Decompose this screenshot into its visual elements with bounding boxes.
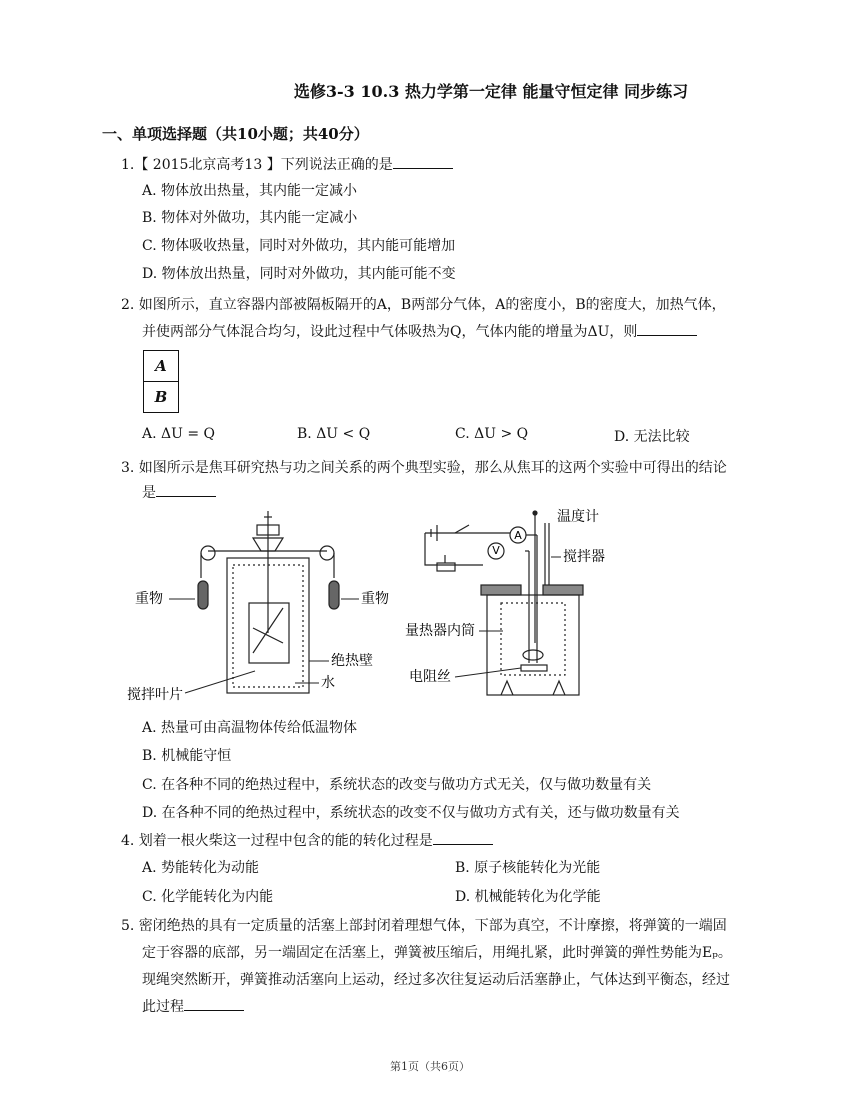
electric-heating-apparatus <box>425 511 583 695</box>
section-heading: 一、单项选择题（共10小题；共40分） <box>102 125 369 143</box>
box-b: B <box>143 381 179 413</box>
page-title: 选修3-3 10.3 热力学第一定律 能量守恒定律 同步练习 <box>293 82 689 101</box>
answer-blank[interactable] <box>637 323 697 336</box>
question-2-option-d[interactable]: D. 无法比较 <box>614 429 690 445</box>
question-5-line2: 定于容器的底部，另一端固定在活塞上，弹簧被压缩后，用绳扎紧，此时弹簧的弹性势能为Eₚ。 <box>142 945 732 961</box>
question-1-option-b[interactable]: B. 物体对外做功，其内能一定减小 <box>142 210 358 226</box>
weight-right-label: 重物 <box>361 591 389 607</box>
question-4-stem: 4. 划着一根火柴这一过程中包含的能的转化过程是 <box>121 830 493 850</box>
question-4-option-a[interactable]: A. 势能转化为动能 <box>142 860 260 876</box>
question-2-stem-line2: 并使两部分气体混合均匀，设此过程中气体吸热为Q，气体内能的增量为ΔU，则 <box>142 321 697 341</box>
question-2-option-a[interactable]: A. ΔU = Q <box>142 426 216 442</box>
question-3-option-c[interactable]: C. 在各种不同的绝热过程中，系统状态的改变与做功方式无关，仅与做功数量有关 <box>142 777 652 793</box>
question-2-option-c[interactable]: C. ΔU > Q <box>455 426 529 442</box>
question-3-stem-line1: 3. 如图所示是焦耳研究热与功之间关系的两个典型实验，那么从焦耳的这两个实验中可得出的结论 <box>121 460 727 476</box>
question-2-stem-line1: 2. 如图所示，直立容器内部被隔板隔开的A，B两部分气体，A的密度小，B的密度大，加热气体， <box>121 297 726 313</box>
question-3-option-d[interactable]: D. 在各种不同的绝热过程中，系统状态的改变不仅与做功方式有关，还与做功数量有关 <box>142 805 680 821</box>
resistor-label: 电阻丝 <box>409 669 451 685</box>
question-5-line4: 此过程 <box>142 996 244 1016</box>
question-1-option-c[interactable]: C. 物体吸收热量，同时对外做功，其内能可能增加 <box>142 238 456 254</box>
ammeter-label: V <box>492 544 500 557</box>
paddle-wheel-apparatus <box>198 511 339 693</box>
insulating-wall-label: 绝热壁 <box>331 653 373 669</box>
question-1-option-a[interactable]: A. 物体放出热量，其内能一定减小 <box>142 183 358 199</box>
question-4-option-c[interactable]: C. 化学能转化为内能 <box>142 889 274 905</box>
answer-blank[interactable] <box>184 998 244 1011</box>
question-5-line3: 现绳突然断开，弹簧推动活塞向上运动，经过多次往复运动后活塞静止，气体达到平衡态，经过 <box>142 972 730 988</box>
weight-left-label: 重物 <box>135 591 163 607</box>
thermometer-label: 温度计 <box>557 509 599 525</box>
paddle-label: 搅拌叶片 <box>127 687 183 703</box>
box-a: A <box>143 350 179 382</box>
question-3-option-a[interactable]: A. 热量可由高温物体传给低温物体 <box>142 720 358 736</box>
water-label: 水 <box>321 675 335 691</box>
question-3-stem-line2: 是 <box>142 482 216 502</box>
question-4-option-b[interactable]: B. 原子核能转化为光能 <box>455 860 601 876</box>
question-2-option-b[interactable]: B. ΔU < Q <box>297 426 371 442</box>
answer-blank[interactable] <box>393 156 453 169</box>
question-1-stem: 1.【 2015北京高考13 】下列说法正确的是 <box>121 154 453 174</box>
stirrer-label: 搅拌器 <box>563 549 605 565</box>
joule-experiments-figure <box>125 503 625 708</box>
container-diagram <box>143 351 179 413</box>
answer-blank[interactable] <box>433 832 493 845</box>
voltmeter-label: A <box>514 529 522 542</box>
page-footer: 第1页（共6页） <box>390 1060 470 1073</box>
question-3-option-b[interactable]: B. 机械能守恒 <box>142 748 232 764</box>
inner-cylinder-label: 量热器内筒 <box>405 623 475 639</box>
question-5-line1: 5. 密闭绝热的具有一定质量的活塞上部封闭着理想气体，下部为真空，不计摩擦，将弹簧的一端固 <box>121 918 727 934</box>
answer-blank[interactable] <box>156 484 216 497</box>
question-1-option-d[interactable]: D. 物体放出热量，同时对外做功，其内能可能不变 <box>142 266 456 282</box>
question-4-option-d[interactable]: D. 机械能转化为化学能 <box>455 889 601 905</box>
